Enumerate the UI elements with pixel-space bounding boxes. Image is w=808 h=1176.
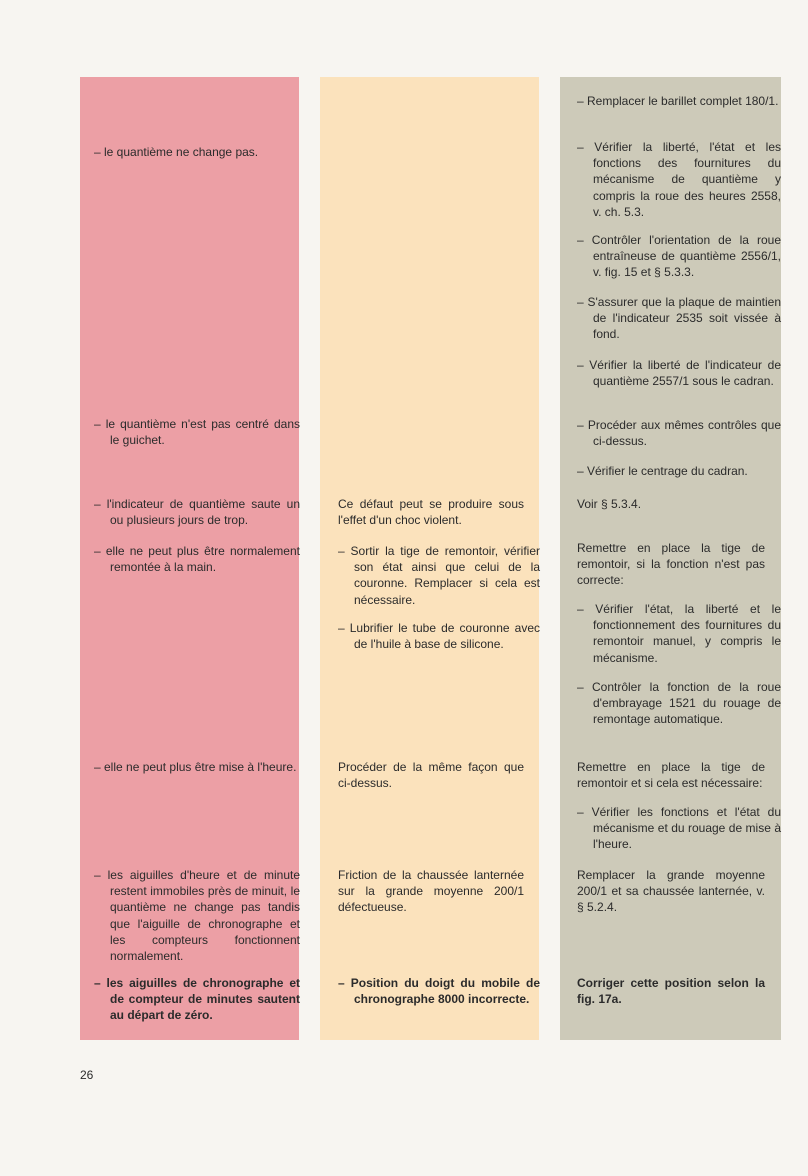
symptom-item: – l'indicateur de quantième saute un ou plusieurs jours de trop. bbox=[94, 497, 300, 528]
cause-item: – Lubrifier le tube de couronne avec de l'huile à base de silicone. bbox=[338, 621, 540, 652]
remedy-item: – Procéder aux mêmes contrôles que ci-dessus. bbox=[577, 418, 781, 449]
symptom-item: – les aiguilles d'heure et de minute restent immobiles près de minuit, le quantième ne change pas tandis que l'aiguille de chronographe et les compteurs fonctionnent normalement. bbox=[94, 868, 300, 964]
symptom-item: – elle ne peut plus être mise à l'heure. bbox=[94, 760, 297, 774]
cause-item: Ce défaut peut se produire sous l'effet d'un choc violent. bbox=[338, 497, 524, 528]
remedy-item: – Remplacer le barillet complet 180/1. bbox=[577, 94, 779, 108]
remedy-item: Remettre en place la tige de remontoir et si cela est nécessaire: bbox=[577, 760, 765, 791]
remedy-item: – Vérifier l'état, la liberté et le fonctionnement des fournitures du remontoir manuel, y compris le mécanisme. bbox=[577, 602, 781, 665]
symptom-item: – elle ne peut plus être normalement remontée à la main. bbox=[94, 544, 300, 575]
page-number: 26 bbox=[80, 1068, 94, 1082]
symptom-column bbox=[80, 77, 299, 1040]
symptom-item: – le quantième ne change pas. bbox=[94, 145, 259, 159]
remedy-item: – Vérifier la liberté de l'indicateur de quantième 2557/1 sous le cadran. bbox=[577, 358, 781, 389]
remedy-item: Remettre en place la tige de remontoir, si la fonction n'est pas correcte: bbox=[577, 541, 765, 588]
cause-item: Friction de la chaussée lanternée sur la grande moyenne 200/1 défectueuse. bbox=[338, 868, 524, 915]
symptom-item: – les aiguilles de chronographe et de compteur de minutes sautent au départ de zéro. bbox=[94, 976, 300, 1023]
remedy-item: – Contrôler l'orientation de la roue entraîneuse de quantième 2556/1, v. fig. 15 et § 5.3.3. bbox=[577, 233, 781, 280]
cause-item: – Sortir la tige de remontoir, vérifier son état ainsi que celui de la couronne. Remplacer si cela est nécessaire. bbox=[338, 544, 540, 607]
cause-column bbox=[320, 77, 539, 1040]
symptom-item: – le quantième n'est pas centré dans le guichet. bbox=[94, 417, 300, 448]
remedy-item: – Vérifier les fonctions et l'état du mécanisme et du rouage de mise à l'heure. bbox=[577, 805, 781, 852]
remedy-item: – Vérifier la liberté, l'état et les fonctions des fournitures du mécanisme de quantième y compris la roue des heures 2558, v. ch. 5.3. bbox=[577, 140, 781, 219]
remedy-item: – Contrôler la fonction de la roue d'embrayage 1521 du rouage de remontage automatique. bbox=[577, 680, 781, 727]
remedy-item: Corriger cette position selon la fig. 17a. bbox=[577, 976, 765, 1007]
remedy-item: – Vérifier le centrage du cadran. bbox=[577, 464, 748, 478]
remedy-item: Voir § 5.3.4. bbox=[577, 497, 642, 511]
remedy-item: Remplacer la grande moyenne 200/1 et sa chaussée lanternée, v. § 5.2.4. bbox=[577, 868, 765, 915]
remedy-item: – S'assurer que la plaque de maintien de l'indicateur 2535 soit vissée à fond. bbox=[577, 295, 781, 342]
remedy-column bbox=[560, 77, 781, 1040]
cause-item: Procéder de la même façon que ci-dessus. bbox=[338, 760, 524, 791]
cause-item: – Position du doigt du mobile de chronographe 8000 incorrecte. bbox=[338, 976, 540, 1007]
